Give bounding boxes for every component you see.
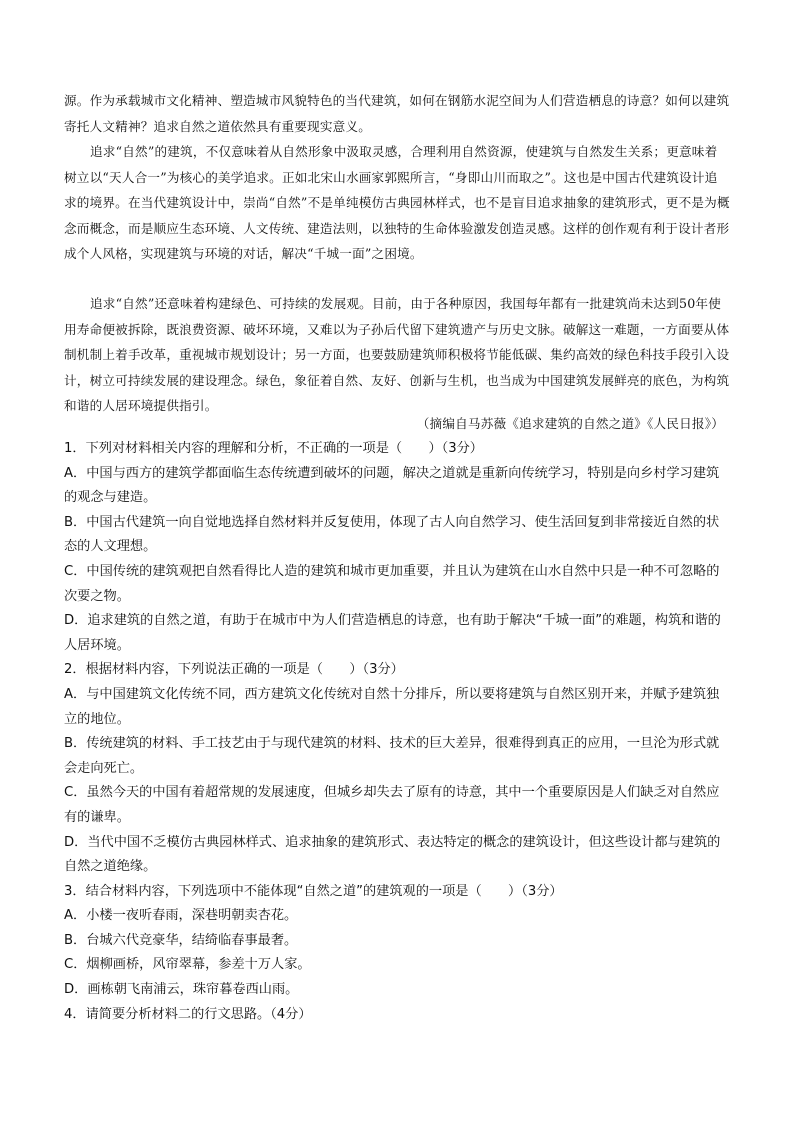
option-b: B．台城六代竞豪华，结绮临春事最奢。 <box>64 932 298 948</box>
question-1 <box>64 437 728 658</box>
option-b: B．传统建筑的材料、手工技艺由于与现代建筑的材料、技术的巨大差异，很难得到真正的应用，一旦沦为形式就会走向死亡。 <box>64 736 720 776</box>
passage-source: （摘编自马苏薇《追求建筑的自然之道》《人民日报》） <box>416 416 724 431</box>
question-list <box>64 437 728 1027</box>
option-c: C．烟柳画桥，风帘翠幕，参差十万人家。 <box>64 957 311 973</box>
question-4 <box>64 1003 728 1028</box>
option-a: A．与中国建筑文化传统不同，西方建筑文化传统对自然十分排斥，所以要将建筑与自然区别开来，并赋予建筑独立的地位。 <box>64 686 720 727</box>
question-2 <box>64 658 728 879</box>
option-d: D．画栋朝飞南浦云，珠帘暮卷西山雨。 <box>64 982 299 998</box>
option-c: C．中国传统的建筑观把自然看得比人造的建筑和城市更加重要，并且认为建筑在山水自然中只是一种不可忽略的次要之物。 <box>64 563 720 604</box>
passage-paragraph-1: 追求“自然”的建筑，不仅意味着从自然形象中汲取灵感，合理利用自然资源，使建筑与自然发生关系；更意味着树立以“天人合一”为核心的美学追求。正如北宋山水画家郭熙所言，“身即山川而取之”。这也是中国古代建筑设计追求的境界。在当代建筑设计中，崇尚“自然”不是单纯模仿古典园林样式，也不是盲目追求抽象的建筑形式，更不是为概念而概念，而是顺应生态环境、人文传统、建造法则，以独特的生命体验激发创造灵感。这样的创作观有利于设计者形成个人风格，实现建筑与环境的对话，解决“千城一面”之困境。 <box>64 144 730 261</box>
option-a: A．中国与西方的建筑学都面临生态传统遭到破坏的问题，解决之道就是重新向传统学习，特别是向乡村学习建筑的观念与建造。 <box>64 465 720 506</box>
option-d: D．当代中国不乏模仿古典园林样式、追求抽象的建筑形式、表达特定的概念的建筑设计，但这些设计都与建筑的自然之道绝缘。 <box>64 834 721 875</box>
question-stem: 2．根据材料内容，下列说法正确的一项是（ ）（3分） <box>64 662 404 678</box>
option-c: C．虽然今天的中国有着超常规的发展速度，但城乡却失去了原有的诗意，其中一个重要原因是人们缺乏对自然应有的谦卑。 <box>64 785 720 825</box>
question-stem: 1．下列对材料相关内容的理解和分析，不正确的一项是（ ）（3分） <box>64 441 483 456</box>
option-b: B．中国古代建筑一向自觉地选择自然材料并反复使用，体现了古人向自然学习、使生活回复到非常接近自然的状态的人文理想。 <box>64 514 720 555</box>
question-stem: 4．请简要分析材料二的行文思路。（4分） <box>64 1006 312 1022</box>
option-d: D．追求建筑的自然之道，有助于在城市中为人们营造栖息的诗意，也有助于解决“千城一面”的难题，构筑和谐的人居环境。 <box>64 613 721 653</box>
passage-intro: 源。作为承载城市文化精神、塑造城市风貌特色的当代建筑，如何在钢筋水泥空间为人们营造栖息的诗意？如何以建筑寄托人文精神？追求自然之道依然具有重要现实意义。 <box>64 93 730 134</box>
question-3 <box>64 880 728 1003</box>
question-stem: 3．结合材料内容，下列选项中不能体现“自然之道”的建筑观的一项是（ ）（3分） <box>64 883 563 899</box>
passage-paragraph-2: 追求“自然”还意味着构建绿色、可持续的发展观。目前，由于各种原因，我国每年都有一批建筑尚未达到50年使用寿命便被拆除，既浪费资源、破坏环境，又难以为子孙后代留下建筑遗产与历史文脉。破解这一难题，一方面要从体制机制上着手改革，重视城市规划设计；另一方面，也要鼓励建筑师积极将节能低碳、集约高效的绿色科技手段引入设计，树立可持续发展的建设理念。绿色，象征着自然、友好、创新与生机，也当成为中国建筑发展鲜亮的底色，为构筑和谐的人居环境提供指引。 <box>64 296 730 413</box>
option-a: A．小楼一夜听春雨，深巷明朝卖杏花。 <box>64 908 298 924</box>
